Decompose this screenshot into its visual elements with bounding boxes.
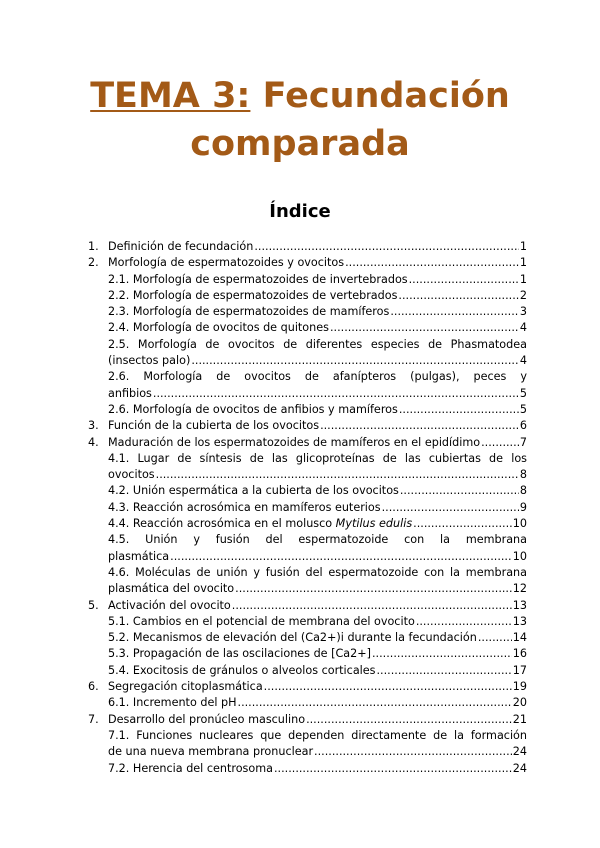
toc-text: plasmática del ovocito	[108, 582, 235, 596]
toc-text: de una nueva membrana pronuclear	[108, 745, 314, 759]
toc-subentry	[88, 304, 527, 320]
toc-entry	[88, 418, 527, 434]
toc-page: 12	[512, 582, 527, 596]
toc-text: ovocitos	[108, 468, 155, 482]
toc-subentry	[88, 532, 527, 565]
toc-text: 4.3. Reacción acrosómica en mamíferos euterios	[108, 500, 381, 514]
toc-page: 14	[512, 631, 527, 645]
toc-subentry	[88, 451, 527, 484]
toc-entry	[88, 435, 527, 451]
toc-text: 2.4. Morfología de ovocitos de quitones	[108, 321, 329, 335]
toc-text: 2.6. Morfología de ovocitos de afanípteros (pulgas), peces y	[108, 370, 527, 384]
document-title	[0, 72, 600, 168]
toc-entry	[88, 598, 527, 614]
toc-number: 1.	[88, 240, 99, 253]
toc-text: 2.3. Morfología de espermatozoides de mamíferos	[108, 305, 390, 319]
toc-subentry	[88, 369, 527, 402]
toc-text: 6.1. Incremento del pH	[108, 696, 237, 710]
toc-entry	[88, 255, 527, 271]
toc-page: 1	[519, 240, 527, 253]
toc-number: 6.	[88, 680, 99, 694]
toc-number: 5.	[88, 598, 99, 612]
toc-text: Desarrollo del pronúcleo masculino	[108, 712, 306, 726]
toc-text: Morfología de espermatozoides y ovocitos	[108, 256, 345, 270]
toc-text	[108, 516, 412, 532]
toc-text: 2.2. Morfología de espermatozoides de vertebrados	[108, 288, 398, 302]
toc-number: 2.	[88, 256, 99, 270]
toc-subentry	[88, 516, 527, 532]
toc-page: 4	[519, 354, 527, 368]
index-heading: Índice	[269, 201, 331, 222]
toc-page: 5	[519, 402, 527, 416]
toc-subentry	[88, 728, 527, 761]
toc-page: 7	[519, 435, 527, 449]
toc-page: 1	[519, 272, 527, 286]
toc-text: Segregación citoplasmática	[108, 680, 263, 694]
toc-page: 1	[519, 256, 527, 270]
toc-text: 5.1. Cambios en el potencial de membrana del ovocito	[108, 614, 415, 628]
toc-subentry	[88, 646, 527, 662]
toc-page: 10	[512, 517, 527, 531]
table-of-contents	[88, 239, 527, 777]
toc-entry	[88, 239, 527, 255]
title-line2: comparada	[190, 124, 410, 164]
toc-page: 13	[512, 614, 527, 628]
toc-text-italic: Mytilus edulis	[335, 517, 413, 531]
toc-text: 2.6. Morfología de ovocitos de anfibios y mamíferos	[108, 402, 398, 416]
toc-text: 2.5. Morfología de ovocitos de diferentes especies de Phasmatodea	[108, 337, 527, 351]
toc-page: 17	[512, 663, 527, 677]
toc-subentry	[88, 761, 527, 777]
toc-page: 10	[512, 549, 527, 563]
toc-subentry	[88, 565, 527, 598]
toc-text: Definición de fecundación	[108, 240, 254, 253]
toc-subentry	[88, 402, 527, 418]
toc-subentry	[88, 695, 527, 711]
toc-page: 20	[512, 696, 527, 710]
toc-page: 8	[519, 484, 527, 498]
toc-entry	[88, 679, 527, 695]
toc-page: 19	[512, 680, 527, 694]
toc-subentry	[88, 483, 527, 499]
title-label: TEMA 3:	[90, 76, 251, 116]
toc-text: 4.6. Moléculas de unión y fusión del espermatozoide con la membrana	[108, 565, 527, 579]
toc-text: anfibios	[108, 386, 152, 400]
toc-text: 4.5. Unión y fusión del espermatozoide con la membrana	[108, 533, 527, 547]
toc-text: 4.2. Unión espermática a la cubierta de los ovocitos	[108, 484, 399, 498]
toc-page: 3	[519, 305, 527, 319]
toc-text: 4.1. Lugar de síntesis de las glicoproteínas de las cubiertas de los	[108, 451, 527, 465]
toc-text: 5.3. Propagación de las oscilaciones de [Ca2+]	[108, 647, 371, 661]
toc-page: 13	[512, 598, 527, 612]
toc-subentry	[88, 320, 527, 336]
toc-page: 2	[519, 288, 527, 302]
toc-entry	[88, 712, 527, 728]
title-rest: Fecundación	[250, 76, 510, 116]
toc-page: 6	[519, 419, 527, 433]
toc-text: Maduración de los espermatozoides de mamíferos en el epidídimo	[108, 435, 481, 449]
toc-subentry	[88, 337, 527, 370]
toc-page: 9	[519, 500, 527, 514]
toc-text: 2.1. Morfología de espermatozoides de invertebrados	[108, 272, 408, 286]
toc-number: 4.	[88, 435, 99, 449]
toc-subentry	[88, 500, 527, 516]
toc-page: 8	[519, 468, 527, 482]
toc-number: 7.	[88, 712, 99, 726]
toc-subentry	[88, 630, 527, 646]
toc-text: (insectos palo)	[108, 354, 191, 368]
toc-page: 16	[512, 647, 527, 661]
toc-page: 24	[512, 761, 527, 775]
toc-text: 7.1. Funciones nucleares que dependen directamente de la formación	[108, 728, 527, 742]
toc-text: 5.4. Exocitosis de gránulos o alveolos corticales	[108, 663, 376, 677]
toc-text: plasmática	[108, 549, 170, 563]
toc-text: Activación del ovocito	[108, 598, 231, 612]
toc-text-plain: 4.4. Reacción acrosómica en el molusco	[108, 517, 336, 531]
toc-text: 5.2. Mecanismos de elevación del (Ca2+)i durante la fecundación	[108, 631, 477, 645]
toc-page: 5	[519, 386, 527, 400]
toc-number: 3.	[88, 419, 99, 433]
toc-subentry	[88, 614, 527, 630]
toc-subentry	[88, 663, 527, 679]
toc-text: 7.2. Herencia del centrosoma	[108, 761, 273, 775]
toc-text: Función de la cubierta de los ovocitos	[108, 419, 320, 433]
toc-subentry	[88, 272, 527, 288]
toc-page: 24	[512, 745, 527, 759]
toc-page: 4	[519, 321, 527, 335]
toc-page: 21	[512, 712, 527, 726]
toc-subentry	[88, 288, 527, 304]
